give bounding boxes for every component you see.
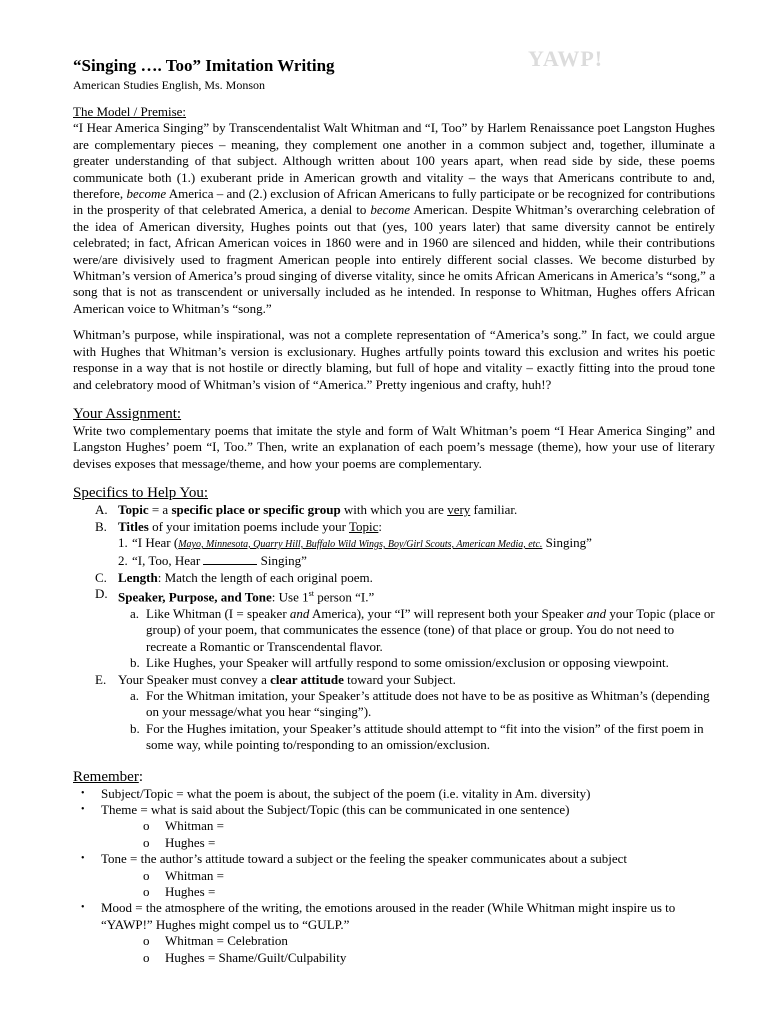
text-run: : Match the length of each original poem. — [157, 569, 373, 585]
specific-item-c — [95, 570, 715, 586]
specific-item-b — [95, 519, 715, 535]
title-example-2 — [118, 553, 715, 569]
specific-item-e — [95, 672, 715, 688]
tone-whitman — [143, 868, 715, 884]
item-text: Mood = the atmosphere of the writing, the emotions aroused in the reader (While Whitman might inspire us to “YAWP!” Hughes might compel us to “GULP.” — [101, 900, 676, 932]
item-text: Subject/Topic = what the poem is about, the subject of the poem (i.e. vitality in Am. diversity) — [101, 785, 591, 801]
text-run: Like Whitman (I = speaker — [146, 605, 290, 621]
mood-whitman — [143, 933, 715, 949]
model-p1-text-b: America – and (2.) exclusion of African Americans to fully participate or be recognized for contributions in the prosperity of that celebrated America, a denial to — [73, 186, 715, 218]
sub-bullet-icon: o — [143, 867, 150, 883]
assignment-section — [73, 405, 715, 472]
item-text: Tone = the author’s attitude toward a subject or the feeling the speaker communicates about a subject — [101, 851, 628, 867]
text-run: “I Hear ( — [132, 534, 179, 550]
theme-hughes — [143, 835, 715, 851]
speaker-purpose-tone-label: Speaker, Purpose, and Tone — [118, 589, 272, 605]
item-marker: a. — [130, 687, 140, 703]
assignment-heading: Your Assignment: — [73, 405, 182, 422]
item-marker: A. — [95, 502, 108, 518]
item-text — [118, 586, 374, 606]
bullet-icon: • — [81, 902, 85, 914]
remember-item-subject — [81, 786, 715, 802]
sub-bullet-icon: o — [143, 834, 150, 850]
bullet-icon: • — [81, 787, 85, 799]
model-p1-text-a: “I Hear America Singing” by Transcendentalist Walt Whitman and “I, Too” by Harlem Renaissance poet Langston Hughes are complementary pieces – meaning, they complement one another in a common subject and, together, illuminate a greater understanding of that subject. Although written about 100 years apart, when read side by side, these poems communicate both (1.) exuberant pride in American growth and vitality – the ways that Americans contribute to and, therefore, — [73, 120, 715, 202]
topic-examples: Mayo, Minnesota, Quarry Hill, Buffalo Wild Wings, Boy/Girl Scouts, American Media, etc. — [178, 538, 543, 550]
item-text: Whitman = — [165, 818, 224, 834]
text-run: “I, Too, Hear — [132, 553, 204, 569]
item-text — [118, 672, 456, 688]
model-heading: The Model / Premise: — [73, 104, 187, 119]
length-label: Length — [118, 569, 158, 585]
text-run: with which you are — [340, 502, 448, 518]
item-text: Whitman = — [165, 867, 224, 883]
topic-definition: specific place or specific group — [171, 502, 341, 518]
specific-item-e-a — [130, 688, 715, 721]
text-run: America), your “I” will represent both your Speaker — [309, 605, 587, 621]
item-text: For the Whitman imitation, your Speaker’s attitude does not have to be as positive as Whitman’s (depending on your message/what you hear “singing”). — [146, 687, 710, 720]
text-run: Your Speaker must convey a — [118, 671, 271, 687]
remember-item-tone — [81, 851, 715, 867]
underlined-word: Topic — [348, 518, 379, 534]
item-marker: C. — [95, 569, 107, 585]
yawp-watermark: YAWP! — [528, 46, 604, 71]
topic-label: Topic — [118, 502, 149, 518]
item-text: Hughes = — [165, 883, 216, 899]
specifics-section — [73, 484, 715, 753]
item-marker: 1. — [118, 534, 128, 550]
sub-bullet-icon: o — [143, 883, 150, 899]
sub-bullet-icon: o — [143, 933, 150, 949]
model-p1-emphasis-2: become — [370, 202, 411, 218]
sub-bullet-icon: o — [143, 818, 150, 834]
specific-item-d-a — [130, 606, 715, 655]
item-text — [132, 535, 592, 553]
fill-in-blank — [203, 553, 257, 565]
course-subtitle: American Studies English, Ms. Monson — [73, 78, 265, 92]
specific-item-d-b — [130, 655, 715, 671]
text-run: familiar. — [470, 502, 518, 518]
item-text — [118, 502, 517, 518]
specifics-heading: Specifics to Help You: — [73, 485, 208, 502]
titles-label: Titles — [118, 518, 149, 534]
item-marker: a. — [130, 605, 140, 621]
emphasis: and — [586, 605, 607, 621]
item-text — [146, 606, 715, 655]
text-run: of your imitation poems include your — [148, 518, 349, 534]
title-example-1 — [118, 535, 715, 553]
text-run: : Use 1 — [271, 589, 309, 605]
page-title: “Singing …. Too” Imitation Writing — [73, 56, 335, 75]
remember-heading-text: Remember — [73, 768, 139, 785]
model-section — [73, 104, 715, 393]
item-text: Like Hughes, your Speaker will artfully respond to some omission/exclusion or opposing viewpoint. — [146, 655, 669, 671]
item-text: Theme = what is said about the Subject/Topic (this can be communicated in one sentence) — [101, 801, 570, 817]
item-text: Whitman = Celebration — [165, 933, 288, 949]
mood-hughes — [143, 950, 715, 966]
item-marker: D. — [95, 586, 108, 602]
ordinal-suffix: st — [308, 589, 314, 599]
text-run: person “I.” — [313, 589, 375, 605]
text-run: Singing” — [257, 553, 307, 569]
text-run: = a — [148, 502, 172, 518]
item-marker: 2. — [118, 553, 128, 569]
model-paragraph-2: Whitman’s purpose, while inspirational, was not a complete representation of “America’s song.” In fact, we could argue with Hughes that Whitman’s version is exclusionary. Hughes artfully points toward this exclusion and writes his poetic response in a way that is not hostile or directly blaming, but full of hope and vitality – exactly fitting into the proud tone and celebratory mood of Whitman’s vision of “America.” Pretty ingenious and crafty, huh!? — [73, 327, 715, 392]
item-marker: b. — [130, 720, 140, 736]
text-run: : — [378, 518, 383, 534]
text-run: Singing” — [542, 534, 592, 550]
remember-heading — [73, 768, 715, 786]
item-text: Hughes = — [165, 834, 216, 850]
item-text — [118, 570, 373, 586]
sub-bullet-icon: o — [143, 949, 150, 965]
document-page — [73, 56, 715, 966]
item-text — [118, 519, 382, 535]
specific-item-e-b — [130, 721, 715, 754]
specific-item-a — [95, 502, 715, 518]
item-marker: B. — [95, 518, 107, 534]
remember-section — [73, 768, 715, 966]
item-marker: E. — [95, 671, 107, 687]
remember-item-mood — [81, 900, 715, 933]
text-run: your Topic (place or group) of your poem, that communicates the essence (tone) of that place or group. You do not need to recreate a Romantic or Transcendental flavor. — [146, 605, 715, 654]
underlined-word: very — [447, 502, 471, 518]
bullet-icon: • — [81, 853, 85, 865]
theme-whitman — [143, 818, 715, 834]
model-paragraph-1 — [73, 120, 715, 317]
assignment-text: Write two complementary poems that imitate the style and form of Walt Whitman’s poem “I Hear America Singing” and Langston Hughes’ poem “I, Too.” Then, write an explanation of each poem’s message (theme), how your use of literary devises exposes that message/theme, and how your poems are complementary. — [73, 422, 715, 471]
bullet-icon: • — [81, 803, 85, 815]
text-run: toward your Subject. — [343, 671, 456, 687]
emphasis: and — [289, 605, 310, 621]
model-p1-text-c: American. Despite Whitman’s overarching celebration of the idea of American diversity, Hughes points out that (yes, 100 years later) that same diversity cannot be entirely celebrated; in fact, African American voices in 1860 were and in 1960 are silenced and hidden, while their contributions were/are divisively used to fragment American people into entirely different social classes. We become disturbed by Whitman’s version of America’s proud singing of diverse vitality, since he omits African Americans in America’s “song,” a song that is not as transcendent or universally included as he intended. In response to Whitman, Hughes offers African American voice to Whitman’s “song.” — [73, 202, 715, 316]
model-p1-emphasis-1: become — [126, 186, 167, 202]
text-run: : — [138, 768, 143, 785]
tone-hughes — [143, 884, 715, 900]
item-marker: b. — [130, 655, 140, 671]
item-text — [132, 553, 307, 569]
item-text: Hughes = Shame/Guilt/Culpability — [165, 949, 347, 965]
item-text: For the Hughes imitation, your Speaker’s attitude should attempt to “fit into the vision” of the first poem in some way, while pointing to/responding to an omission/exclusion. — [146, 720, 704, 753]
clear-attitude-label: clear attitude — [270, 671, 344, 687]
specific-item-d — [95, 586, 715, 606]
remember-item-theme — [81, 802, 715, 818]
